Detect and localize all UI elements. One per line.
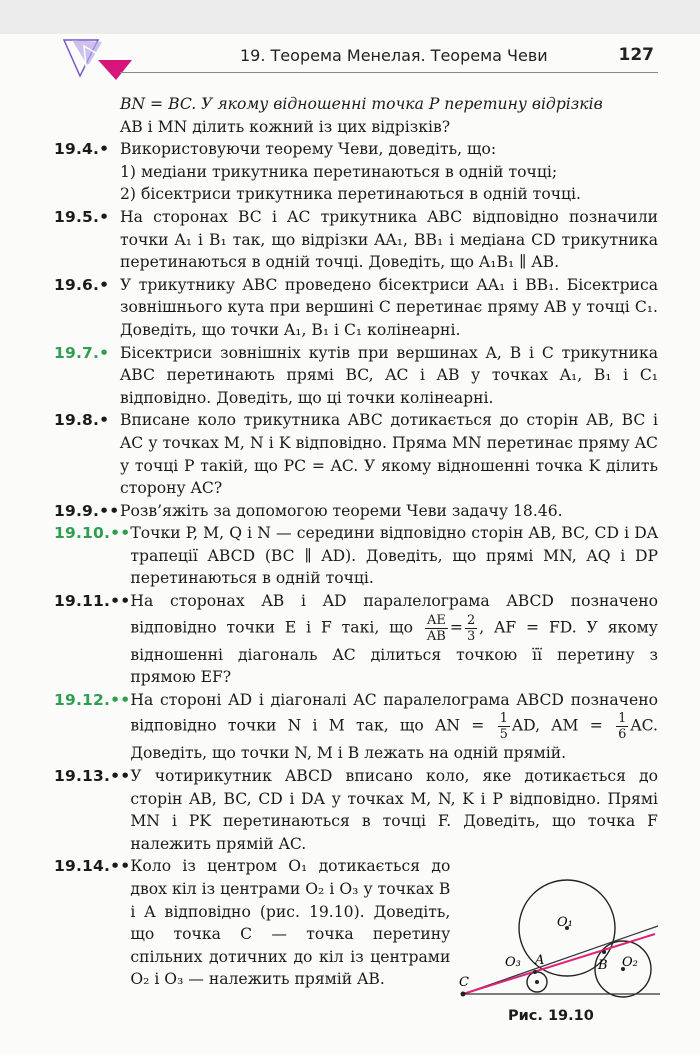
point-b xyxy=(602,950,606,954)
problem-19-4-item-2: 2) бісектриси трикутника перетинаються в одній точці. xyxy=(120,185,581,204)
problem-number: 19.9.•• xyxy=(54,501,120,520)
problem-number: 19.14.•• xyxy=(54,857,131,876)
problem-text: Коло із центром O₁ дотикається до двох кіл із центрами O₂ і O₃ у точках B і A відповідно (рис. 19.10). Доведіть, що точка C — точка перетину спільних дотичних до кіл із центрами O₂ і O₃ — належить прямій AB. xyxy=(130,857,451,989)
problem-19-8 xyxy=(54,409,658,499)
label-b: B xyxy=(598,958,608,973)
problem-text: Точки P, M, Q і N — середини відповідно сторін AB, BC, CD і DA трапеції ABCD (BC ∥ AD). Доведіть, що прямі MN, AQ і DP перетинаються в одній точці. xyxy=(130,524,658,588)
label-a: A xyxy=(535,953,545,968)
page-content xyxy=(54,93,658,991)
numerator: 1 xyxy=(618,711,627,727)
problem-text: Вписане коло трикутника ABC дотикається до сторін AB, BC і AC у точках M, N і K відповідно. Пряма MN перетинає пряму AC у точці P такій, що PC = AC. У якому відношенні точка K ділить сторону AC? xyxy=(120,411,658,498)
problem-text: На сторонах BC і AC трикутника ABC відповідно позначили точки A₁ і B₁ так, що відрізки AA₁, BB₁ і медіана CD трикутника перетинаються в одній точці. Доведіть, що A₁B₁ ∥ AB. xyxy=(120,207,658,272)
denominator: AB xyxy=(426,628,446,644)
problem-19-5 xyxy=(54,206,658,274)
point-a xyxy=(533,970,537,974)
numerator: AE xyxy=(425,613,448,629)
page-number: 127 xyxy=(618,45,654,65)
denominator: 5 xyxy=(499,727,508,743)
problem-number: 19.10.•• xyxy=(54,524,131,543)
problem-number: 19.5.• xyxy=(54,207,110,226)
problem-number: 19.12.•• xyxy=(54,690,131,709)
problem-number: 19.8.• xyxy=(54,411,110,430)
problem-19-9 xyxy=(54,500,658,523)
problem-number: 19.11.•• xyxy=(54,592,131,611)
chapter-title: 19. Теорема Менелая. Теорема Чеви xyxy=(240,46,548,65)
problem-text-part: На стороні AD і діагоналі AC паралелограма ABCD позначено відповідно точки N і M так, що AN = xyxy=(130,690,658,735)
problem-number: 19.6.• xyxy=(54,275,110,294)
figure-caption: Рис. 19.10 xyxy=(508,1008,594,1024)
numerator: 1 xyxy=(499,711,508,727)
fraction-1-5 xyxy=(498,711,510,742)
center-o3 xyxy=(535,980,539,984)
problem-19-10 xyxy=(54,522,658,590)
running-header xyxy=(0,46,700,72)
figure-19-10 xyxy=(455,858,663,1028)
fraction-2-3 xyxy=(465,613,477,644)
problem-text: У трикутнику ABC проведено бісектриси AA₁ і BB₁. Бісектриса зовнішнього кута при вершині C перетинає пряму AB у точці C₁. Доведіть, що точки A₁, B₁ і C₁ колінеарні. xyxy=(120,275,658,339)
problem-text: Бісектриси зовнішніх кутів при вершинах A, B і C трикутника ABC перетинають прямі BC, AC і AB у точках A₁, B₁ і C₁ відповідно. Доведіть, що ці точки колінеарні. xyxy=(120,343,658,407)
problem-text: У чотирикутник ABCD вписано коло, яке дотикається до сторін AB, BC, CD і DA у точках M, N, K і P відповідно. Прямі MN і PK перетинаються в точці F. Доведіть, що точка F належить прямій AC. xyxy=(130,767,658,853)
label-c: C xyxy=(459,975,469,990)
label-o3: O₃ xyxy=(505,955,521,970)
intro-line-1: BN = BC. У якому відношенні точка P перетину відрізків xyxy=(120,95,603,113)
denominator: 6 xyxy=(618,727,627,743)
denominator: 3 xyxy=(466,628,476,644)
problem-19-6 xyxy=(54,274,658,342)
problem-text xyxy=(130,689,658,765)
problem-text: Розв’яжіть за допомогою теореми Чеви задачу 18.46. xyxy=(120,501,563,520)
problem-text-part: На сторонах AB і AD паралелограма ABCD позначено відповідно точки E і F такі, що xyxy=(130,592,658,637)
label-o2: O₂ xyxy=(622,955,638,970)
point-c xyxy=(461,992,466,997)
header-divider xyxy=(120,72,658,73)
numerator: 2 xyxy=(466,612,476,628)
problem-19-13 xyxy=(54,765,658,855)
problem-19-4 xyxy=(54,138,658,161)
fraction-ae-ab xyxy=(425,613,448,644)
problem-19-11 xyxy=(54,590,658,689)
window-top-bar xyxy=(0,0,700,35)
problem-text: Використовуючи теорему Чеви, доведіть, що: xyxy=(120,140,497,159)
label-o1: O₁ xyxy=(557,915,573,930)
problem-19-7 xyxy=(54,342,658,410)
problem-19-4-item-1: 1) медіани трикутника перетинаються в одній точці; xyxy=(120,162,558,181)
problem-number: 19.4.• xyxy=(54,140,110,159)
problem-text xyxy=(130,590,658,689)
fraction-1-6 xyxy=(616,711,628,742)
problem-text-part: , AF = FD. У якому відношенні діагональ AC ділиться точкою її перетину з прямою EF? xyxy=(130,618,658,687)
equals-sign: = xyxy=(449,618,463,637)
intro-line-2: AB і MN ділить кожний із цих відрізків? xyxy=(120,117,451,136)
problem-text-part: AC. Доведіть, що точки N, M і B лежать на одній прямій. xyxy=(130,716,658,763)
problem-number: 19.13.•• xyxy=(54,767,131,786)
problem-19-12 xyxy=(54,689,658,765)
problem-number: 19.7.• xyxy=(54,343,110,362)
problem-text-part: AD, AM = xyxy=(511,716,603,735)
